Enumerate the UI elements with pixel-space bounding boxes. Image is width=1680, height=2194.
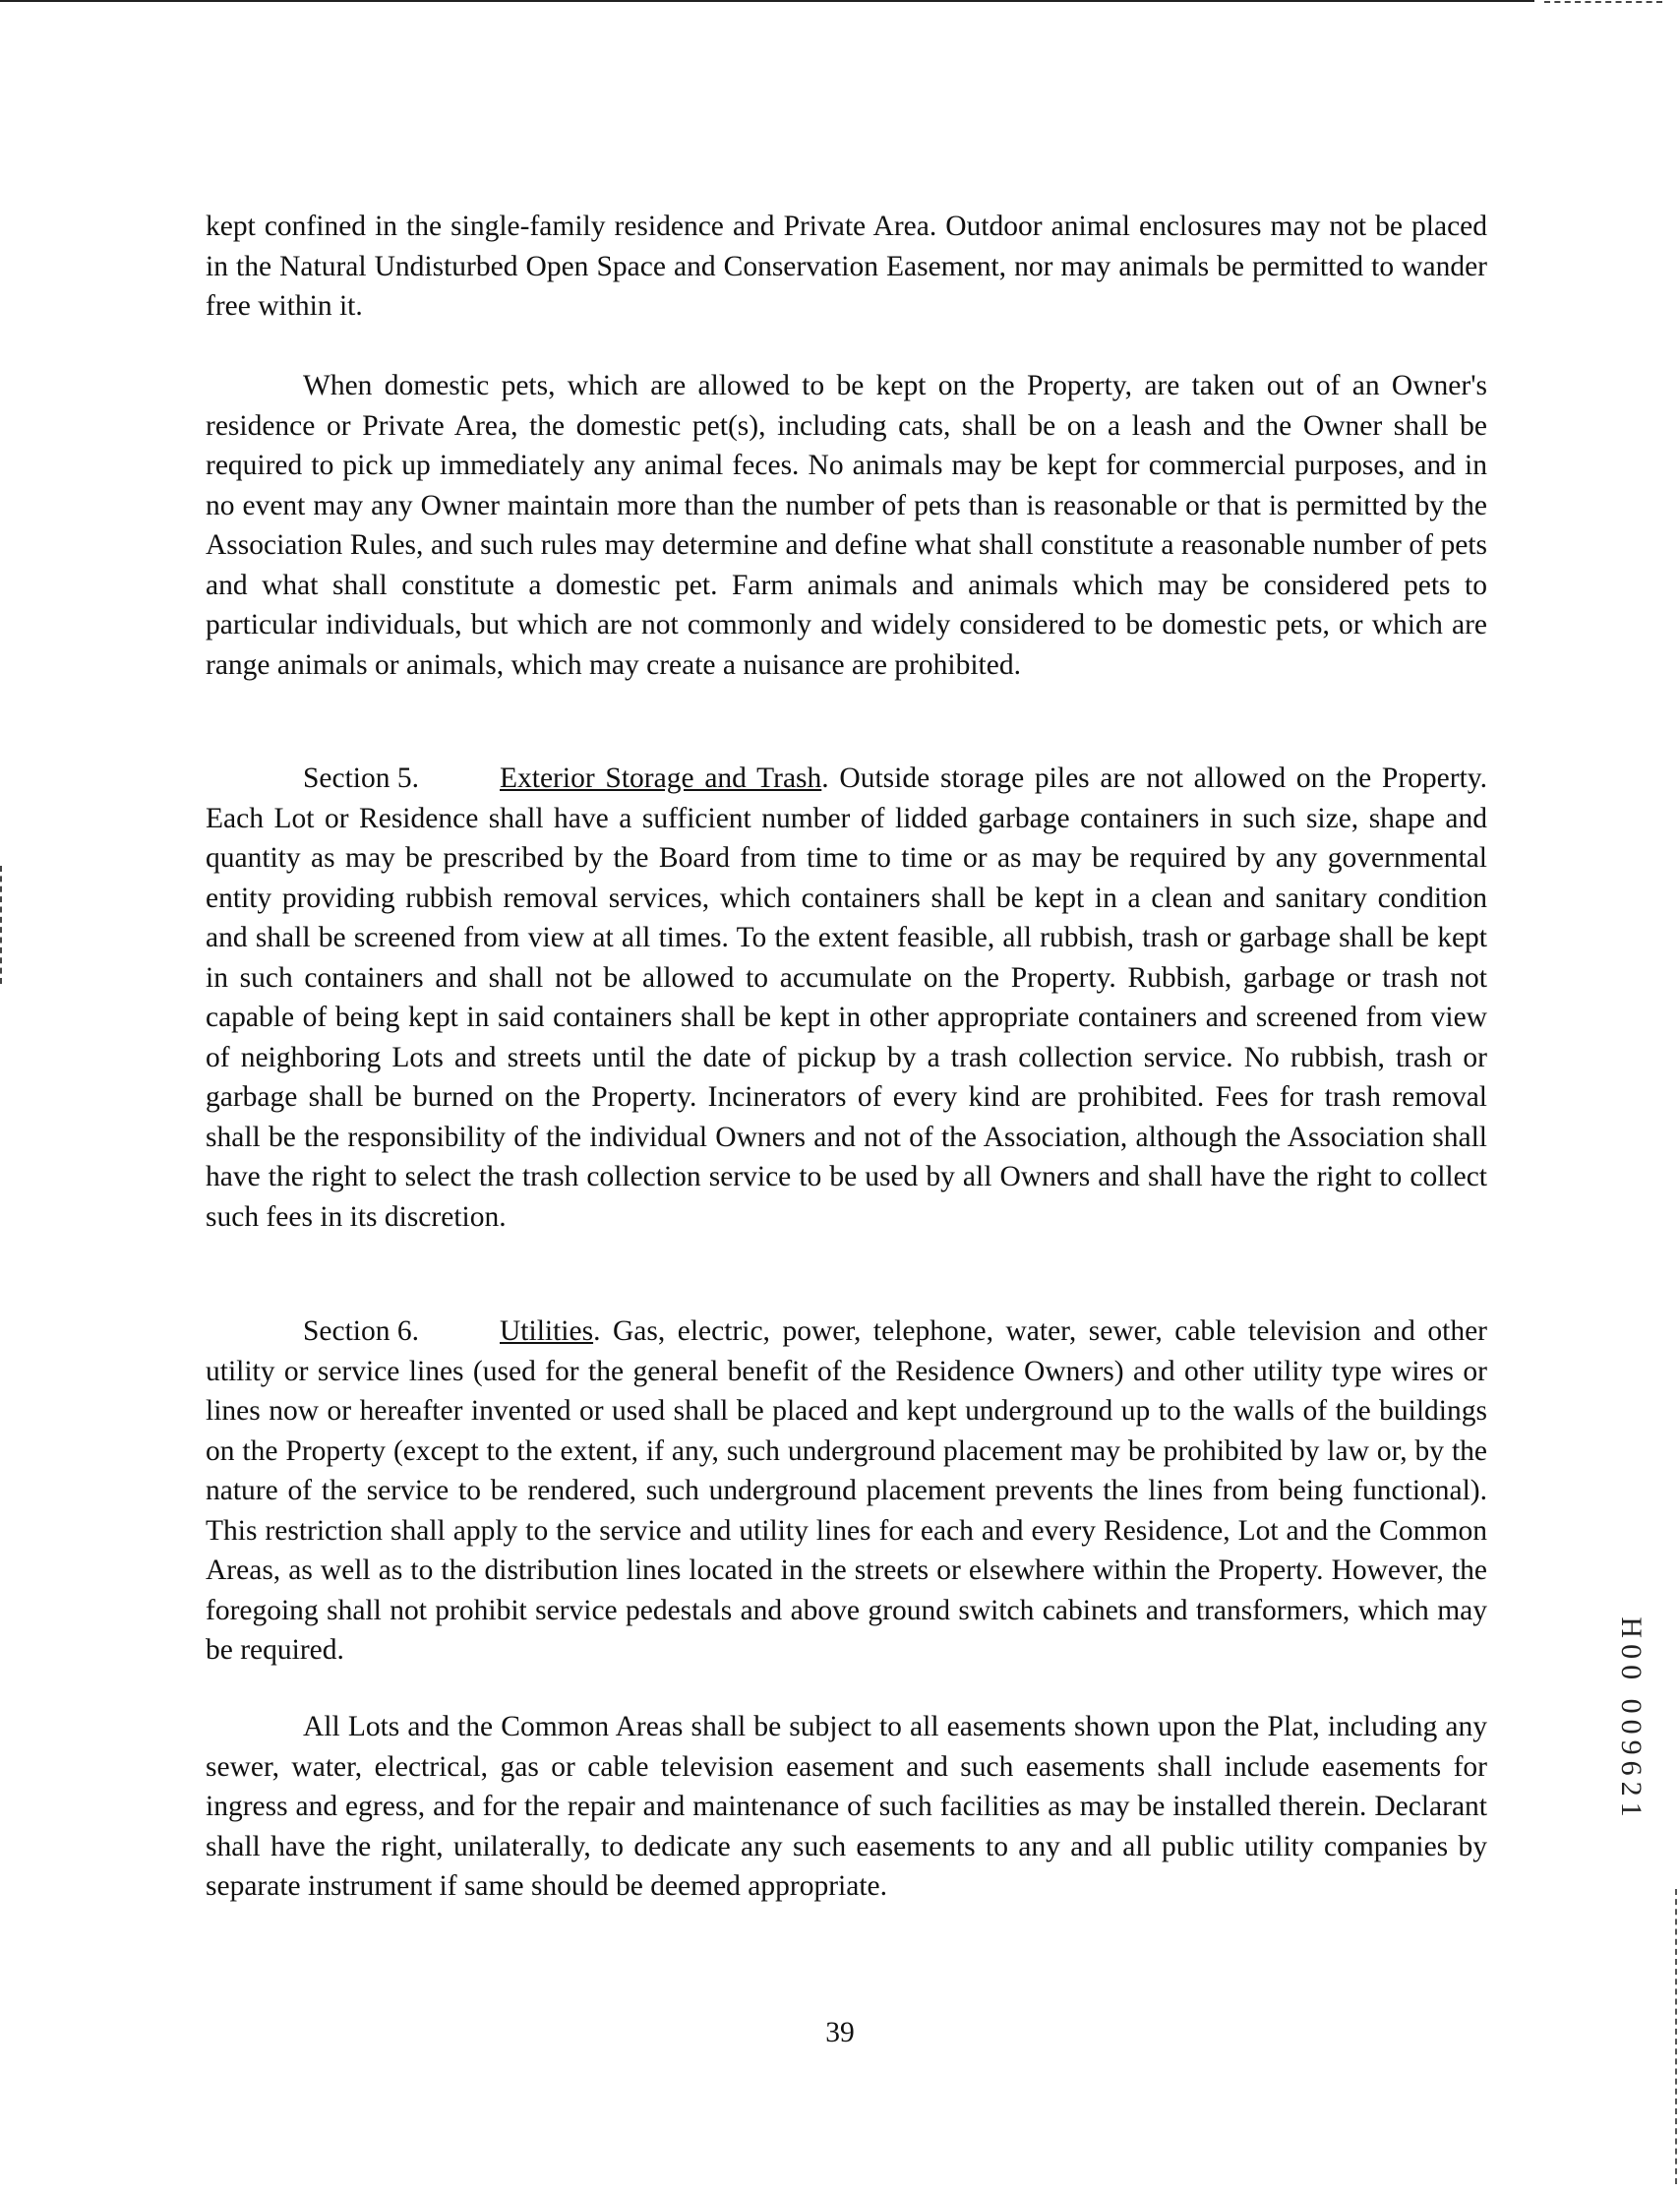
scan-border-top bbox=[0, 0, 1534, 2]
scan-border-top-dashed bbox=[1544, 1, 1662, 3]
paragraph-section-6 bbox=[206, 1311, 1487, 1671]
margin-stamp bbox=[1611, 1572, 1650, 1867]
section-5-number: Section 5. bbox=[303, 762, 419, 794]
paragraph-pets-continued: kept confined in the single-family residence and Private Area. Outdoor animal enclosures may not be placed in the Natural Undisturbed Open Space and Conservation Easement, nor may animals be permitted to wander free within it. bbox=[206, 211, 1487, 322]
paragraph-section-5 bbox=[206, 759, 1487, 1237]
section-6-body: . Gas, electric, power, telephone, water, sewer, cable television and other utility or service lines (used for the general benefit of the Residence Owners) and other utility type wires or lines now or hereafter invented or used shall be placed and kept underground up to the walls of the buildings on the Property (except to the extent, if any, such underground placement may be prohibited by law or, by the nature of the service to be rendered, such underground placement prevents the lines from being functional). This restriction shall apply to the service and utility lines for each and every Residence, Lot and the Common Areas, as well as to the distribution lines located in the streets or elsewhere within the Property. However, the foregoing shall not prohibit service pedestals and above ground switch cabinets and transformers, which may be required. bbox=[206, 1315, 1487, 1666]
section-6-title: Utilities bbox=[500, 1315, 594, 1347]
paragraph-domestic-pets: When domestic pets, which are allowed to be kept on the Property, are taken out of an Owner's residence or Private Area, the domestic pet(s), including cats, shall be on a leash and the Owner shall be required to pick up immediately any animal feces. No animals may be kept for commercial purposes, and in no event may any Owner maintain more than the number of pets than is reasonable or that is permitted by the Association Rules, and such rules may determine and define what shall constitute a reasonable number of pets and what shall constitute a domestic pet. Farm animals and animals which may be considered pets to particular individuals, but which are not commonly and widely considered to be domestic pets, or which are range animals or animals, which may create a nuisance are prohibited. bbox=[206, 370, 1487, 681]
paragraph-easements: All Lots and the Common Areas shall be subject to all easements shown upon the Plat, including any sewer, water, electrical, gas or cable television easement and such easements shall include easements for ingress and egress, and for the repair and maintenance of such facilities as may be installed therein. Declarant shall have the right, unilaterally, to dedicate any such easements to any and all public utility companies by separate instrument if same should be deemed appropriate. bbox=[206, 1711, 1487, 1902]
section-5-body: . Outside storage piles are not allowed on the Property. Each Lot or Residence shall have a sufficient number of lidded garbage containers in such size, shape and quantity as may be prescribed by the Board from time to time or as may be required by any governmental entity providing rubbish removal services, which containers shall be kept in a clean and sanitary condition and shall be screened from view at all times. To the extent feasible, all rubbish, trash or garbage shall be kept in such containers and shall not be allowed to accumulate on the Property. Rubbish, garbage or trash not capable of being kept in said containers shall be kept in other appropriate containers and screened from view of neighboring Lots and streets until the date of pickup by a trash collection service. No rubbish, trash or garbage shall be burned on the Property. Incinerators of every kind are prohibited. Fees for trash removal shall be the responsibility of the individual Owners and not of the Association, although the Association shall have the right to select the trash collection service to be used by all Owners and shall have the right to collect such fees in its discretion. bbox=[206, 762, 1487, 1233]
section-5-title: Exterior Storage and Trash bbox=[500, 762, 822, 794]
section-6-number: Section 6. bbox=[303, 1315, 419, 1347]
margin-stamp-text: H00 009621 bbox=[1615, 1616, 1648, 1823]
page-number: 39 bbox=[825, 2017, 855, 2048]
scan-border-left bbox=[0, 866, 4, 984]
